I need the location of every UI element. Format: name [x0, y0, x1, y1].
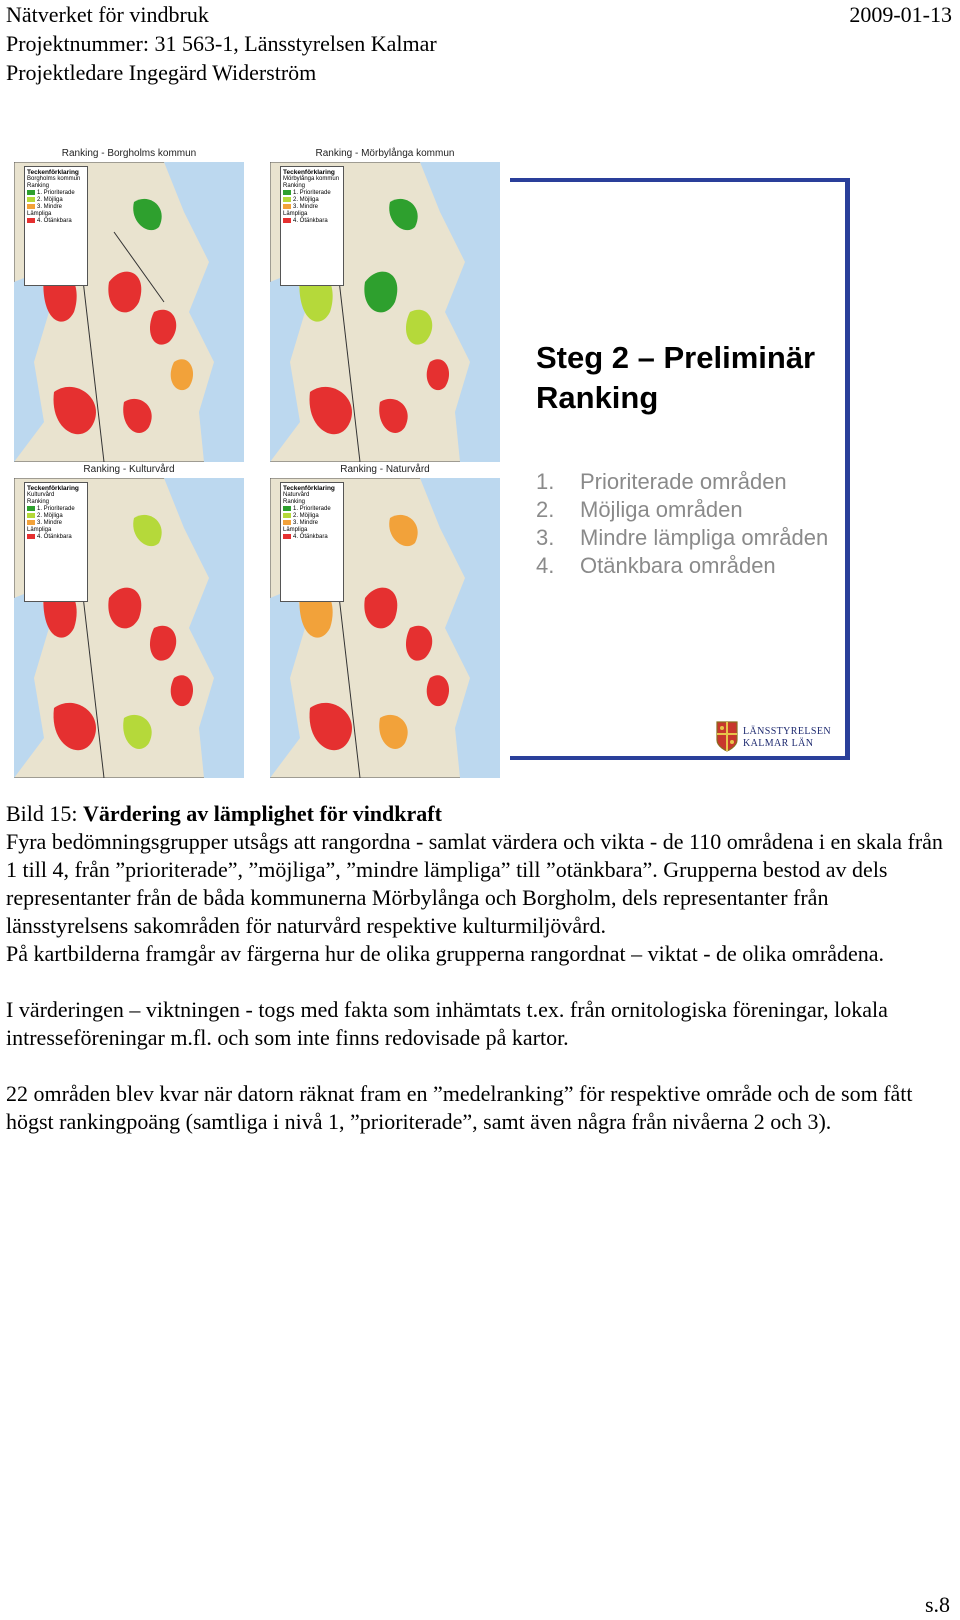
map-legend — [280, 482, 344, 602]
legend-item: 4. Otänkbara — [283, 218, 341, 225]
legend-group: Borgholms kommun — [27, 176, 81, 182]
legend-ranking-label: Ranking — [27, 183, 50, 189]
legend-item: 2. Möjliga — [27, 197, 85, 204]
map-title: Ranking - Naturvård — [340, 464, 430, 475]
header-date: 2009-01-13 — [849, 2, 952, 27]
swatch-mindre-lampliga — [27, 204, 35, 209]
legend-item: 2. Möjliga — [283, 513, 341, 520]
legend-ranking-label: Ranking — [283, 183, 306, 189]
paragraph-1: Fyra bedömningsgrupper utsågs att rangordna - samlat värdera och vikta - de 110 områdena i en skala från 1 till 4, från ”prioriterade”, ”möjliga”, ”mindre lämpliga” till ”otänkbara”. Grupperna bestod av dels representanter från de båda kommunerna Mörbylånga och Borgholm, dels representanter från länsstyrelsens sakområden för naturvård respektive kulturmiljövård. — [6, 829, 943, 938]
body-text — [6, 800, 952, 1136]
legend-item: 3. Mindre Lämpliga — [283, 520, 319, 534]
legend-item: 3. Mindre Lämpliga — [27, 204, 63, 218]
legend-item: 1. Prioriterade — [283, 190, 341, 197]
legend-title: Teckenförklaring — [283, 485, 335, 492]
legend-group: Kulturvård — [27, 492, 55, 498]
coat-of-arms-icon — [715, 720, 739, 752]
map-kulturvard — [14, 464, 244, 784]
map-title: Ranking - Mörbylånga kommun — [315, 148, 455, 159]
paragraph-3: I värderingen – viktningen - togs med fakta som inhämtats t.ex. från ornitologiska föreningar, lokala intresseföreningar m.fl. och som inte finns redovisade på kartor. — [6, 997, 888, 1050]
list-item: 4. Otänkbara områden — [536, 553, 776, 578]
legend-item: 2. Möjliga — [27, 513, 85, 520]
page-number: s.8 — [924, 1592, 950, 1617]
slide-frame-right — [845, 178, 850, 760]
slide-panel — [510, 178, 850, 760]
map-borgholm — [14, 148, 244, 468]
legend-item: 4. Otänkbara — [27, 534, 85, 541]
list-item: 3. Mindre lämpliga områden — [536, 525, 829, 550]
slide-title: Steg 2 – Preliminär Ranking — [536, 340, 816, 415]
project-number: Projektnummer: 31 563-1, Länsstyrelsen Kalmar — [6, 31, 437, 56]
legend-item: 4. Otänkbara — [27, 218, 85, 225]
legend-item: 3. Mindre Lämpliga — [283, 204, 319, 218]
map-title: Ranking - Kulturvård — [83, 464, 175, 475]
list-item: 2. Möjliga områden — [536, 497, 743, 522]
project-leader: Projektledare Ingegärd Widerström — [6, 60, 317, 85]
legend-title: Teckenförklaring — [27, 485, 79, 492]
map-legend — [280, 166, 344, 286]
legend-item: 1. Prioriterade — [283, 506, 341, 513]
caption-title: Värdering av lämplighet för vindkraft — [83, 801, 442, 826]
swatch-otankbara — [27, 218, 35, 223]
legend-ranking-label: Ranking — [27, 499, 50, 505]
logo-text-line2: KALMAR LÄN — [743, 738, 814, 749]
legend-title: Teckenförklaring — [27, 169, 79, 176]
lansstyrelsen-logo — [715, 718, 835, 758]
caption-prefix: Bild 15: — [6, 801, 84, 826]
legend-ranking-label: Ranking — [283, 499, 306, 505]
map-legend — [24, 482, 88, 602]
map-morbylanga — [270, 148, 500, 468]
swatch-prioriterade — [27, 190, 35, 195]
swatch-mojliga — [27, 197, 35, 202]
org-name: Nätverket för vindbruk — [6, 2, 209, 27]
paragraph-2: På kartbilderna framgår av färgerna hur de olika grupperna rangordnat – viktat - de olika områdena. — [6, 941, 885, 966]
legend-group: Naturvård — [283, 492, 310, 498]
map-naturvard — [270, 464, 500, 784]
legend-item: 1. Prioriterade — [27, 506, 85, 513]
ranking-levels-list — [536, 468, 840, 580]
logo-text-line1: LÄNSSTYRELSEN — [743, 726, 831, 737]
legend-item: 1. Prioriterade — [27, 190, 85, 197]
list-item: 1. Prioriterade områden — [536, 469, 787, 494]
map-title: Ranking - Borgholms kommun — [61, 148, 197, 159]
figure-caption — [6, 800, 952, 828]
legend-item: 4. Otänkbara — [283, 534, 341, 541]
legend-item: 3. Mindre Lämpliga — [27, 520, 63, 534]
paragraph-4: 22 områden blev kvar när datorn räknat fram en ”medelranking” för respektive område och de som fått högst rankingpoäng (samtliga i nivå 1, ”prioriterade”, samt även några från nivåerna 2 och 3). — [6, 1081, 913, 1134]
legend-group: Mörbylånga kommun — [283, 176, 340, 182]
map-legend — [24, 166, 88, 286]
slide-frame-top — [510, 178, 850, 182]
legend-title: Teckenförklaring — [283, 169, 335, 176]
ranking-maps — [14, 148, 514, 798]
page-header — [6, 0, 952, 87]
legend-item: 2. Möjliga — [283, 197, 341, 204]
